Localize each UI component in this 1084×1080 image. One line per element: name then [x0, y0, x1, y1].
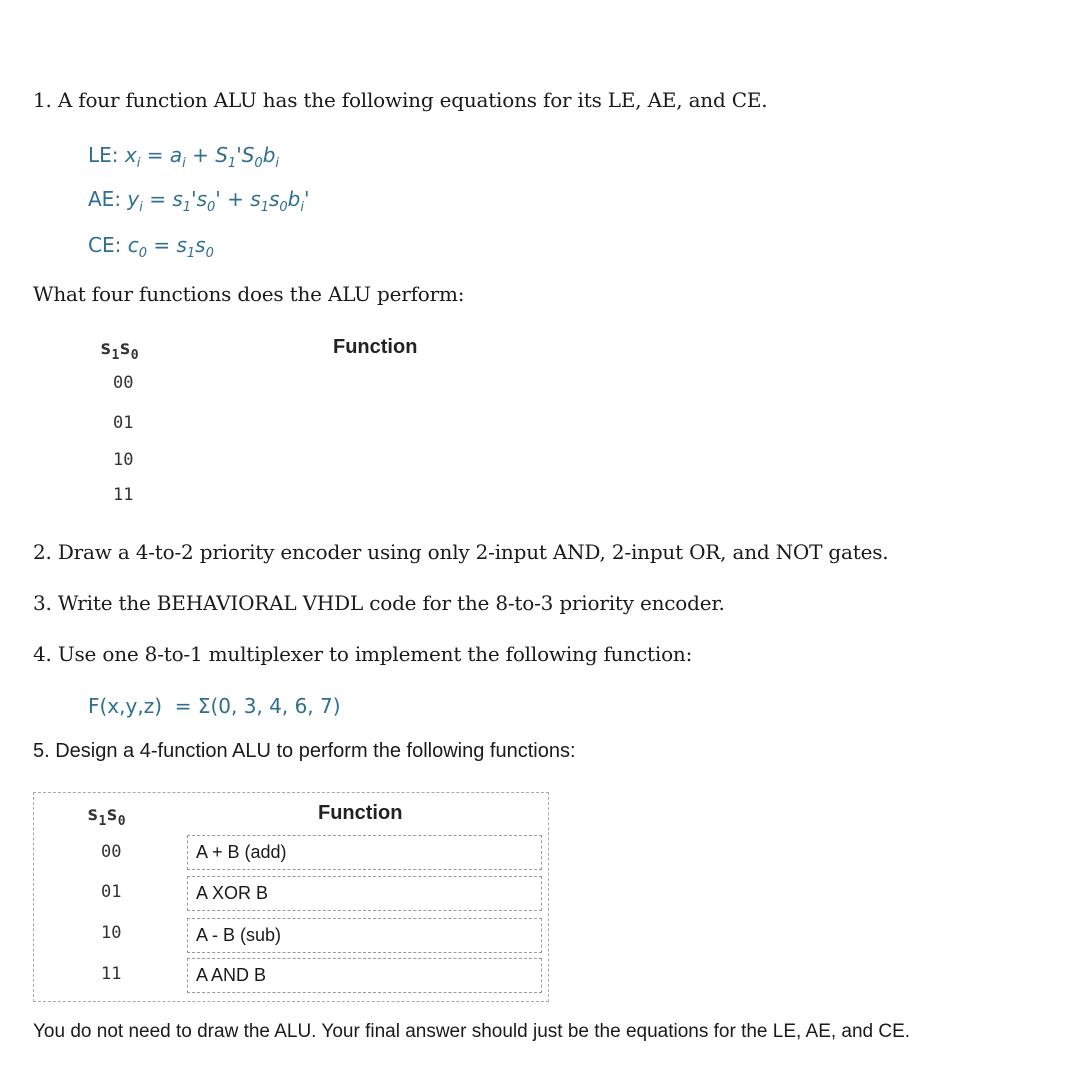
- q5-sel-10: 10: [101, 923, 122, 943]
- q5-sel-00: 00: [101, 842, 122, 862]
- q5-note: You do not need to draw the ALU. Your final answer should just be the equations for the LE, AE, and CE.: [33, 1021, 911, 1042]
- q4-text: 4. Use one 8-to-1 multiplexer to implement the following function:: [33, 642, 693, 666]
- q5-text: 5. Design a 4-function ALU to perform the following functions:: [33, 740, 576, 762]
- q1-intro: 1. A four function ALU has the following equations for its LE, AE, and CE.: [33, 88, 768, 112]
- le-equation: LE: $x_i = a_i + S_1'S_0b_i$: [88, 143, 280, 171]
- q5-sel-11: 11: [101, 964, 122, 984]
- q4-function: F(x,y,z) = Σ(0, 3, 4, 6, 7): [88, 694, 341, 718]
- q1-row-00: 00: [113, 373, 134, 393]
- q1-row-01: 01: [113, 413, 134, 433]
- q5-sel-01: 01: [101, 882, 122, 902]
- q1-question: What four functions does the ALU perform:: [33, 282, 465, 306]
- q1-row-10: 10: [113, 450, 134, 470]
- q2-text: 2. Draw a 4-to-2 priority encoder using only 2-input AND, 2-input OR, and NOT gates.: [33, 540, 889, 564]
- ce-equation: CE: $c_0 = s_1s_0$: [88, 233, 214, 261]
- q3-text: 3. Write the BEHAVIORAL VHDL code for the 8-to-3 priority encoder.: [33, 591, 725, 615]
- q5-func-xor: A XOR B: [187, 876, 542, 911]
- q1-row-11: 11: [113, 485, 134, 505]
- ae-equation: AE: $y_i = s_1's_0' + s_1s_0b_i'$: [88, 187, 310, 215]
- q1-select-header: $s_1s_0$: [100, 337, 139, 363]
- q5-select-header: $s_1s_0$: [87, 803, 126, 829]
- q5-func-sub: A - B (sub): [187, 918, 542, 953]
- q5-function-header: Function: [318, 802, 403, 824]
- q5-func-add: A + B (add): [187, 835, 542, 870]
- q5-func-and: A AND B: [187, 958, 542, 993]
- q1-function-header: Function: [333, 336, 418, 358]
